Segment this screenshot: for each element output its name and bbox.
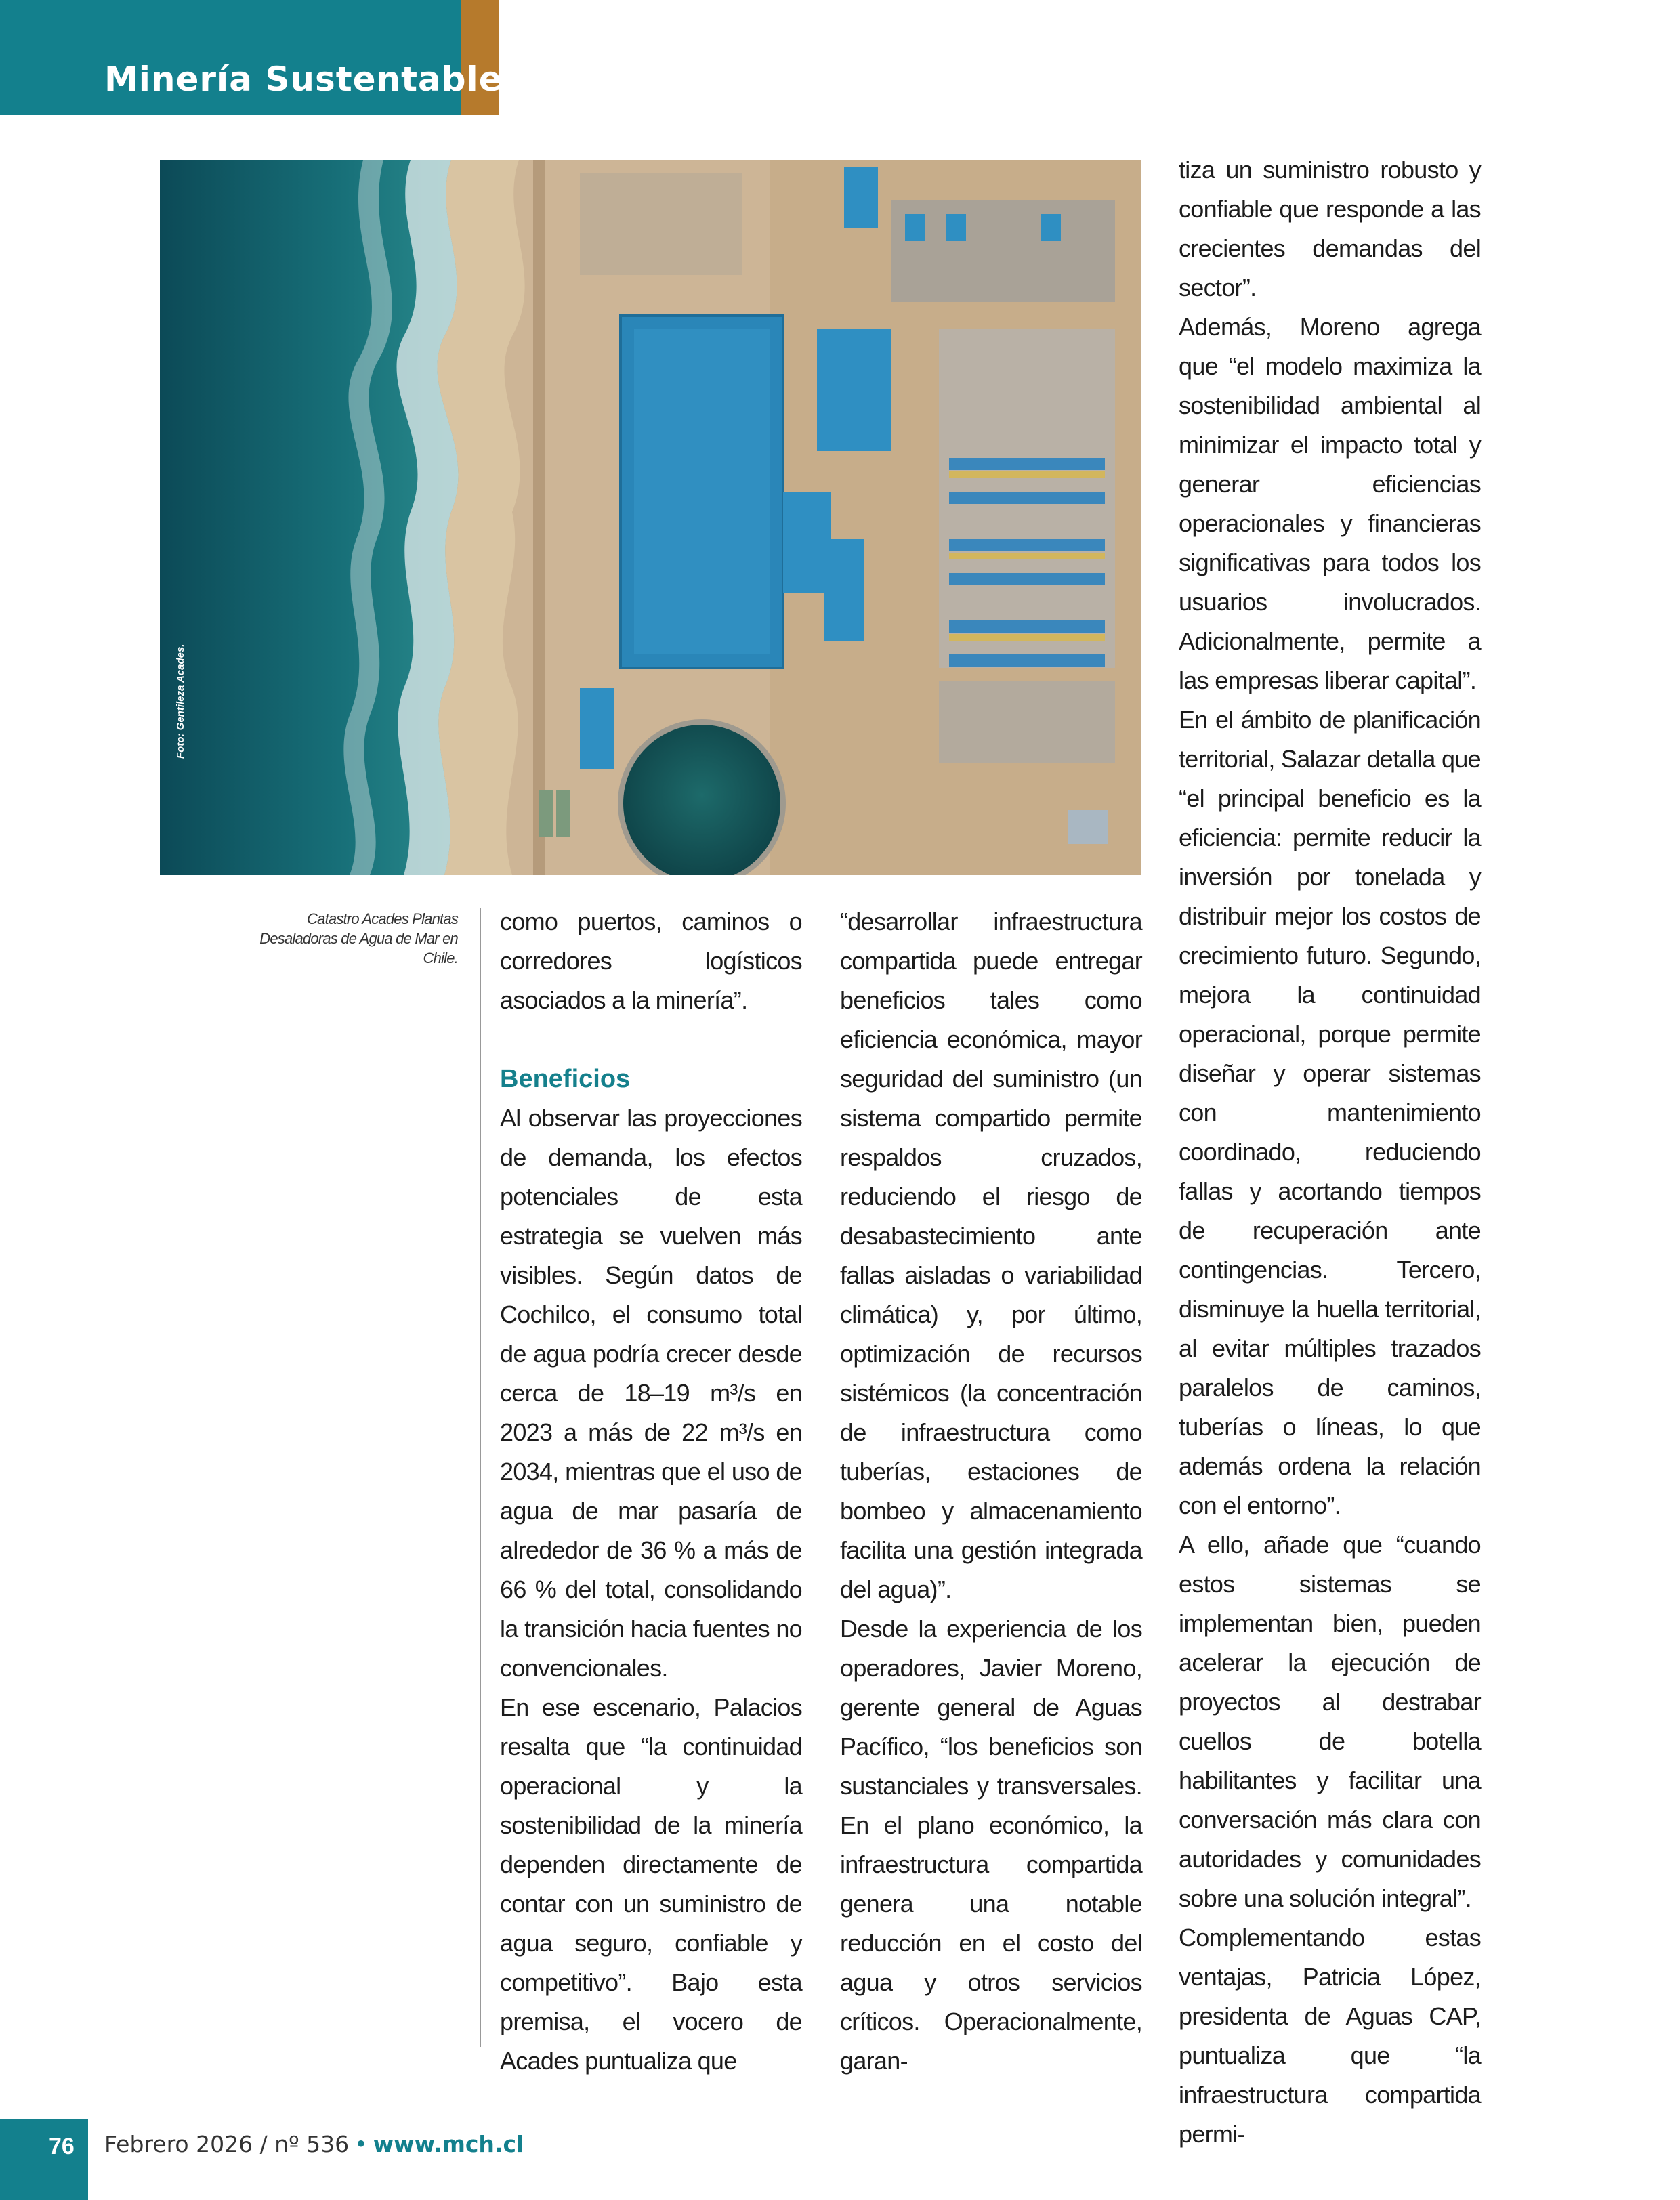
column-divider	[480, 908, 481, 2047]
subheading-beneficios: Beneficios	[500, 1065, 631, 1093]
column1-paragraph-1: como puertos, caminos o corredores logísticos asociados a la minería”.	[500, 908, 802, 1014]
article-column-3	[1179, 150, 1481, 2154]
footer-bullet: •	[354, 2131, 368, 2157]
footer-issue-line	[104, 2131, 524, 2157]
photo-credit: Foto: Gentileza Acades.	[175, 643, 186, 759]
column1-paragraph-3: En ese escenario, Palacios resalta que “la continuidad operacional y la sostenibilidad de la minería dependen directamente de contar con un suministro de agua seguro, confiable y competitivo”. Bajo esta premisa, el vocero de Acades puntualiza que	[500, 1693, 802, 2075]
column3-paragraph-3: En el ámbito de planificación territorial, Salazar detalla que “el principal beneficio es la eficiencia: permite reducir la inversión por tonelada y distribuir mejor los costos de crecimiento futuro. Segundo, mejora la continuidad operacional, porque permite diseñar y operar sistemas con mantenimiento coordinado, reduciendo fallas y acortando tiempos de recuperación ante contingencias. Tercero, disminuye la huella territorial, al evitar múltiples trazados paralelos de caminos, tuberías o líneas, lo que además ordena la relación con el entorno”.	[1179, 706, 1481, 1519]
section-title: Minería Sustentable	[104, 60, 503, 99]
column3-paragraph-1: tiza un suministro robusto y confiable que responde a las crecientes demandas del sector”.	[1179, 156, 1481, 301]
column2-paragraph-1: “desarrollar infraestructura compartida puede entregar beneficios tales como eficiencia económica, mayor seguridad del suministro (un sistema compartido permite respaldos cruzados, reduciendo el riesgo de desabastecimiento ante fallas aisladas o variabilidad climática) y, por último, optimización de recursos sistémicos (la concentración de infraestructura como tuberías, estaciones de bombeo y almacenamiento facilita una gestión integrada del agua)”.	[840, 908, 1142, 1603]
column3-paragraph-4: A ello, añade que “cuando estos sistemas se implementan bien, pueden acelerar la ejecución de proyectos al destrabar cuellos de botella habilitantes y facilitar una conversación más clara con autoridades y comunidades sobre una solución integral”.	[1179, 1531, 1481, 1912]
article-column-2	[840, 902, 1142, 2081]
footer-page-band	[0, 2119, 88, 2200]
issue-date: Febrero 2026 / nº 536	[104, 2131, 350, 2157]
photo-caption: Catastro Acades Plantas Desaladoras de Agua de Mar en Chile.	[259, 910, 458, 967]
paragraph-spacer	[500, 1020, 802, 1059]
column3-paragraph-5: Complementando estas ventajas, Patricia López, presidenta de Aguas CAP, puntualiza que “la infraestructura compartida permi-	[1179, 1924, 1481, 2148]
aerial-desalination-plant-photo	[160, 160, 1141, 875]
column1-paragraph-2: Al observar las proyecciones de demanda, los efectos potenciales de esta estrategia se vuelven más visibles. Según datos de Cochilco, el consumo total de agua podría crecer desde cerca de 18–19 m³/s en 2023 a más de 22 m³/s en 2034, mientras que el uso de agua de mar pasaría de alrededor de 36 % a más de 66 % del total, consolidando la transición hacia fuentes no convencionales.	[500, 1104, 802, 1682]
column2-paragraph-2: Desde la experiencia de los operadores, Javier Moreno, gerente general de Aguas Pacífico, “los beneficios son sustanciales y transversales. En el plano económico, la infraestructura compartida genera una notable reducción en el costo del agua y otros servicios críticos. Operacionalmente, garan-	[840, 1615, 1142, 2075]
column3-paragraph-2: Además, Moreno agrega que “el modelo maximiza la sostenibilidad ambiental al minimizar el impacto total y generar eficiencias operacionales y financieras significativas para todos los usuarios involucrados. Adicionalmente, permite a las empresas liberar capital”.	[1179, 313, 1481, 694]
page-number: 76	[49, 2134, 75, 2159]
website-link[interactable]: www.mch.cl	[373, 2131, 524, 2157]
article-column-1	[500, 902, 802, 2081]
